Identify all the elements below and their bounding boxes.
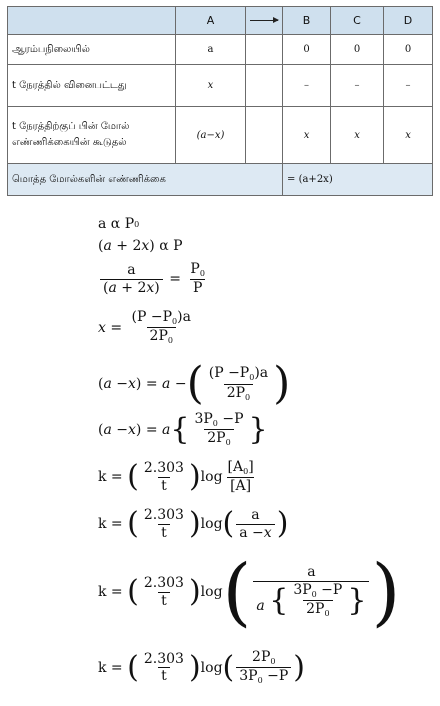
equation-6: ( a − x ) = a { $\frac{3P_0 -P}{2P_0}$ } [98,411,268,448]
table-row [8,35,433,65]
equation-9: k = ( $\frac{2.303}{t}$ ) log ( a a { $\frac{3P_0 -P}{2P_0}$ } ) [98,549,401,635]
cell-d-initial: 0 [384,35,433,65]
reaction-arrow-cell [246,7,283,35]
header-b: B [283,7,331,35]
cell-c-after: x [331,107,384,164]
equation-1: a α P 0 [98,216,140,232]
header-c: C [331,7,384,35]
row-label-initial: ஆரம்பநிலையில் [8,35,176,65]
cell-c-reacted: – [331,65,384,107]
cell-blank [246,35,283,65]
equation-8: k = ( $\frac{2.303}{t}$ ) log ( $\frac{a}{a -x}$ ) [98,506,289,542]
equation-3: $\frac{a}{(a + 2x)}$ = $\frac{P_0}{P}$ [98,262,210,296]
header-d: D [384,7,433,35]
equation-7: k = ( $\frac{2.303}{t}$ ) log $\frac{[A_0]}{[A]}$ [98,459,254,495]
table-footer-row [8,164,433,196]
footer-value: = (a+2x) [283,164,433,196]
equation-2: ( a + 2 x ) α P [98,238,183,254]
table-row [8,107,433,164]
arrow-icon [250,20,278,21]
cell-b-reacted: – [283,65,331,107]
row-label-after: t நேரத்திற்குப் பின் மோல் எண்ணிக்கையின் கூடுதல் [8,107,176,164]
header-blank-cell [8,7,176,35]
header-a: A [176,7,246,35]
cell-a-after: (a−x) [176,107,246,164]
row-label-reacted: t நேரத்தில் வினைபட்டது [8,65,176,107]
reaction-table [7,6,433,196]
cell-d-after: x [384,107,433,164]
table-header-row [8,7,433,35]
cell-b-after: x [283,107,331,164]
cell-blank [246,65,283,107]
table-row [8,65,433,107]
cell-d-reacted: – [384,65,433,107]
equation-10: k = ( $\frac{2.303}{t}$ ) log ( $\frac{2P_0}{3P_0 -P}$ ) [98,649,305,686]
footer-label: மொத்த மோல்களின் எண்ணிக்கை [8,164,283,196]
cell-b-initial: 0 [283,35,331,65]
equation-4: x = $\frac{(P -P_0)a}{2P_0}$ [98,309,191,346]
cell-c-initial: 0 [331,35,384,65]
equation-5: ( a − x ) = a − ( $\frac{(P -P_0)a}{2P_0}$ ) [98,358,291,409]
cell-a-reacted: x [176,65,246,107]
cell-blank [246,107,283,164]
cell-a-initial: a [176,35,246,65]
